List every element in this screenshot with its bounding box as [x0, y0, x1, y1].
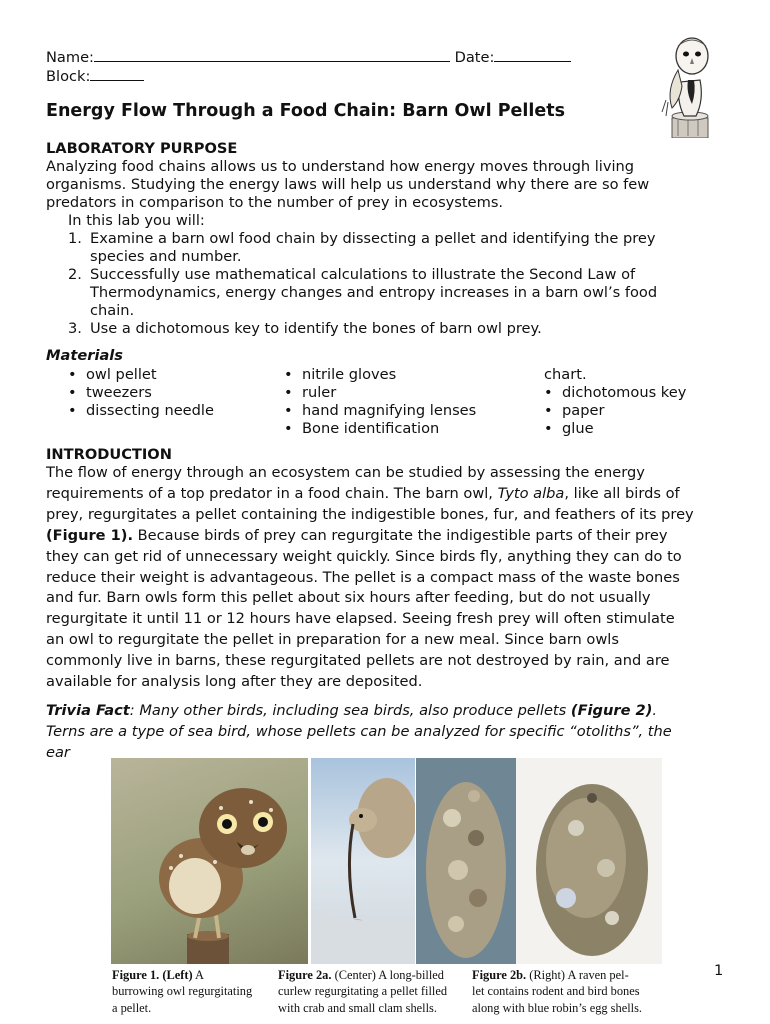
figure-2a-caption — [278, 967, 447, 1016]
material-item: • owl pellet — [64, 366, 214, 384]
intro-line: regurgitate it until 11 or 12 hours have elapsed. Seeing fresh prey will often stimulate — [46, 610, 675, 628]
intro-text: , like all birds of — [564, 484, 680, 502]
page-title: Energy Flow Through a Food Chain: Barn Owl Pellets — [46, 101, 566, 121]
block-row — [46, 66, 144, 86]
figure-2b-caption — [472, 967, 642, 1016]
name-field[interactable] — [94, 47, 450, 62]
material-item: • nitrile gloves — [280, 366, 476, 384]
intro-line: The flow of energy through an ecosystem can be studied by assessing the energy — [46, 464, 645, 481]
objective-2-line-3: chain. — [90, 302, 135, 319]
caption-text: (Center) A long-billed — [331, 968, 444, 982]
objective-1-line-1: Examine a barn owl food chain by dissecting a pellet and identifying the prey — [90, 230, 656, 247]
intro-text: requirements of a top predator in a food chain. The barn owl, — [46, 484, 498, 502]
material-item: • tweezers — [64, 384, 214, 402]
caption-text: along with blue robin’s egg shells. — [472, 1000, 643, 1015]
materials-column-2 — [280, 366, 476, 438]
intro-line: they can get rid of unnecessary weight quickly. Since birds fly, anything they can do to — [46, 547, 682, 565]
objective-1-line-2: species and number. — [90, 248, 242, 265]
page-number: 1 — [714, 962, 724, 979]
intro-line: and fur. Barn owls form this pellet about six hours after feeding, but do not usually — [46, 589, 651, 607]
caption-text: curlew regurgitating a pellet filled — [278, 984, 448, 999]
figure-1-reference: (Figure 1). — [46, 526, 134, 544]
intro-line — [46, 484, 694, 505]
intro-line: an owl to regurgitate the pellet in preparation for a new meal. Since barn owls — [46, 631, 619, 649]
material-item: • Bone identification — [280, 420, 476, 438]
material-item: • ruler — [280, 384, 476, 402]
trivia-line: Terns are a type of sea bird, whose pellets can be analyzed for specific “otoliths”, the — [46, 722, 672, 740]
materials-column-3 — [540, 366, 686, 438]
caption-label: Figure 2a. — [278, 968, 332, 982]
purpose-line-3: predators in comparison to the number of prey in ecosystems. — [46, 194, 504, 211]
figure-2b-photo — [416, 758, 662, 964]
objective-1-number: 1. — [68, 230, 82, 247]
objective-2-number: 2. — [68, 266, 82, 283]
block-field[interactable] — [90, 66, 144, 81]
material-item: • dichotomous key — [540, 384, 686, 402]
figure-1-photo — [111, 758, 308, 964]
name-row — [46, 47, 571, 67]
purpose-heading: LABORATORY PURPOSE — [46, 140, 238, 157]
introduction-paragraph — [46, 463, 694, 693]
intro-text: Because birds of prey can regurgitate the indigestible parts of their prey — [133, 526, 668, 544]
species-name: Tyto alba — [497, 484, 565, 502]
objective-2-line-2: Thermodynamics, energy changes and entropy increases in a barn owl’s food — [90, 284, 658, 301]
name-label: Name: — [46, 49, 94, 66]
caption-label: Figure 1. (Left) — [112, 968, 193, 982]
caption-text: let contains rodent and bird bones — [472, 984, 640, 999]
purpose-line-1: Analyzing food chains allows us to understand how energy moves through living — [46, 158, 635, 175]
caption-text: a pellet. — [112, 1000, 152, 1015]
figure-1-caption — [112, 967, 252, 1016]
material-item: • glue — [540, 420, 686, 438]
objective-3-number: 3. — [68, 320, 82, 337]
material-item: • dissecting needle — [64, 402, 214, 420]
intro-line: prey, regurgitates a pellet containing the indigestible bones, fur, and feathers of its prey — [46, 505, 694, 523]
intro-line — [46, 526, 694, 547]
trivia-text: . — [652, 702, 658, 719]
trivia-label: Trivia Fact — [46, 702, 130, 719]
introduction-heading: INTRODUCTION — [46, 446, 172, 463]
figure-2-reference: (Figure 2) — [570, 702, 653, 719]
objective-2-line-1: Successfully use mathematical calculations to illustrate the Second Law of — [90, 266, 636, 283]
purpose-line-2: organisms. Studying the energy laws will help us understand why there are so few — [46, 176, 650, 193]
intro-line: reduce their weight is advantageous. The pellet is a compact mass of the waste bones — [46, 568, 680, 586]
caption-text: with crab and small clam shells. — [278, 1000, 437, 1015]
trivia-text: : Many other birds, including sea birds, also produce pellets — [129, 702, 571, 719]
date-label: Date: — [454, 49, 495, 66]
block-label: Block: — [46, 68, 91, 85]
caption-text: A — [192, 968, 205, 982]
figure-2a-photo — [311, 758, 415, 964]
trivia-paragraph — [46, 701, 672, 764]
materials-column-1 — [64, 366, 214, 420]
objective-3-line-1: Use a dichotomous key to identify the bones of barn owl prey. — [90, 320, 542, 337]
intro-line: available for analysis long after they are deposited. — [46, 673, 423, 691]
materials-heading: Materials — [46, 347, 123, 364]
date-field[interactable] — [494, 47, 571, 62]
material-continuation: chart. — [544, 366, 587, 383]
barn-owl-sketch-image — [658, 30, 716, 138]
intro-line: commonly live in barns, these regurgitated pellets are not destroyed by rain, and are — [46, 652, 670, 670]
trivia-line — [46, 701, 672, 722]
trivia-line: ear — [46, 743, 70, 761]
caption-text: burrowing owl regurgitating — [112, 984, 253, 999]
material-item: • hand magnifying lenses — [280, 402, 476, 420]
material-item: • paper — [540, 402, 686, 420]
caption-text: (Right) A raven pel- — [526, 968, 629, 982]
purpose-intro-line: In this lab you will: — [68, 212, 205, 229]
caption-label: Figure 2b. — [472, 968, 527, 982]
